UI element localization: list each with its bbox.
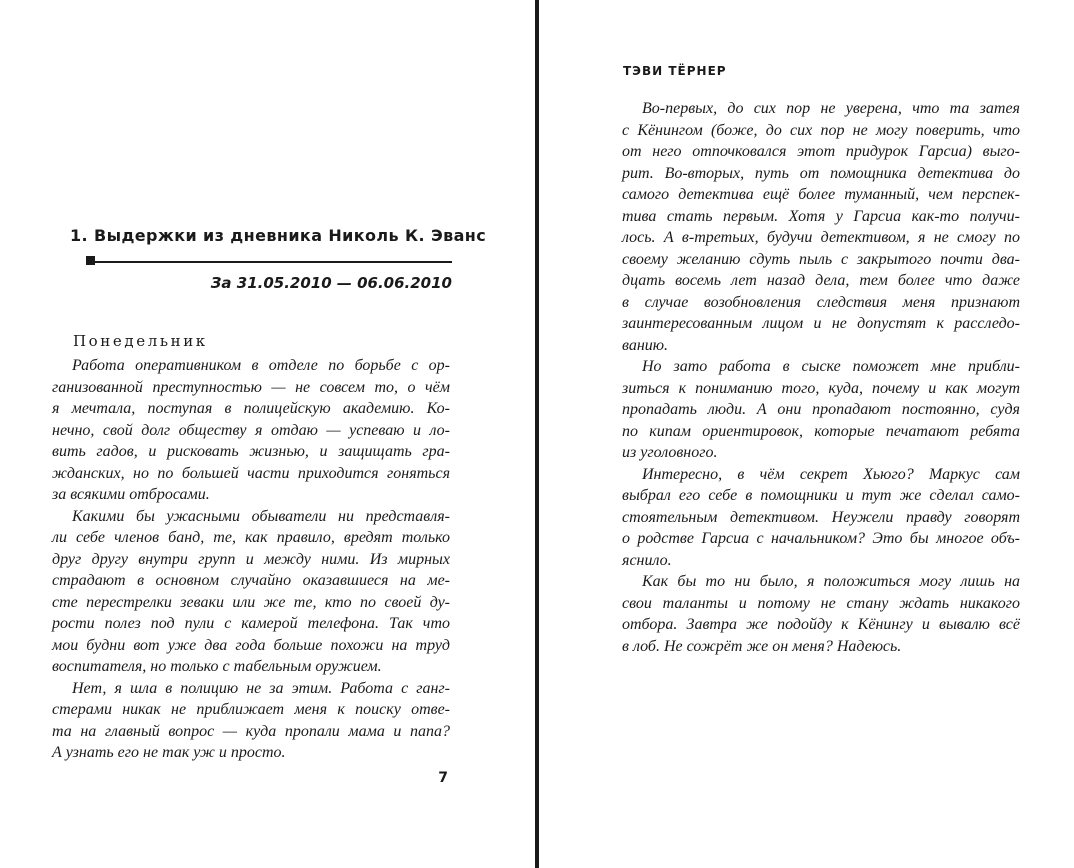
right-page	[539, 0, 1074, 868]
text-line: пропадать люди. А они пропадают постоянно, судя	[622, 401, 1020, 418]
text-line: тива стать первым. Хотя у Гарсиа как-то получи-	[622, 207, 1020, 225]
text-line: из уголовного.	[622, 444, 718, 461]
text-line: в лоб. Не сожрёт же он меня? Надеюсь.	[622, 637, 902, 655]
text-line: с Кёнингом (боже, до сих пор не могу поверить, что	[622, 121, 1020, 139]
text-line: та на главный вопрос — куда пропали мама и папа?	[52, 722, 450, 740]
left-page-body	[52, 355, 450, 764]
text-line: свои таланты и потому не стану ждать никакого	[622, 594, 1020, 612]
text-line: лось. А в-третьих, будучи детективом, я не смогу по	[622, 229, 1020, 246]
day-heading: Понедельник	[73, 332, 208, 350]
text-line: заинтересованным лицом и не допустят к расследо-	[622, 315, 1020, 332]
page-number: 7	[438, 770, 448, 786]
text-line: Какими бы ужасными обыватели ни представля-	[72, 507, 450, 525]
text-line: друг другу внутри групп и между ними. Из мирных	[52, 550, 450, 568]
text-line: стерами никак не приближает меня к поиску отве-	[52, 701, 450, 718]
left-page	[0, 0, 535, 868]
text-line: ли себе членов банд, те, как правило, вредят только	[52, 529, 450, 546]
text-line: зиться к пониманию того, куда, почему и как могут	[622, 379, 1020, 397]
text-line: своему желанию сдуть пыль с закрытого почти два-	[622, 250, 1020, 268]
text-line: по кипам ориентировок, которые печатают ребята	[622, 422, 1020, 440]
text-line: я мечтала, поступая в полицейскую академию. Ко-	[52, 400, 450, 417]
chapter-title: 1. Выдержки из дневника Николь К. Эванс	[70, 226, 487, 245]
text-line: мои будни вот уже два года больше похожи на труд	[52, 636, 450, 654]
text-line: вить гадов, и рисковать жизнью, и защищать гра-	[52, 443, 450, 460]
text-line: А узнать его не так уж и просто.	[52, 744, 286, 761]
text-line: нечно, свой долг обществу я отдаю — успеваю и ло-	[52, 421, 450, 439]
text-line: страдают в основном случайно оказавшиеся на ме-	[52, 572, 450, 589]
text-line: жданских, но по большей части приходится гоняться	[52, 464, 450, 482]
running-head: ТЭВИ ТЁРНЕР	[623, 64, 727, 78]
text-line: в случае возобновления следствия меня признают	[622, 293, 1020, 311]
text-line: ванию.	[622, 336, 669, 354]
text-line: Как бы то ни было, я положиться могу лишь на	[642, 573, 1020, 590]
text-line: рит. Во-вторых, путь от помощника детектива до	[622, 164, 1020, 182]
text-line: Работа оперативником в отделе по борьбе с ор-	[72, 357, 450, 374]
text-line: воспитателя, но только с табельным оружием.	[52, 658, 382, 675]
text-line: о родстве Гарсиа с начальником? Это бы многое объ-	[622, 530, 1020, 547]
text-line: от него отпочковался этот придурок Гарсиа) выго-	[622, 143, 1020, 160]
text-line: дцать восемь лет назад дела, тем более что даже	[622, 272, 1020, 289]
text-line: ганизованной преступностью — не совсем то, о чём	[52, 378, 450, 396]
text-line: Интересно, в чём секрет Хьюго? Маркус сам	[642, 465, 1020, 483]
text-line: самого детектива ещё более туманный, чем перспек-	[622, 186, 1020, 203]
text-line: Но зато работа в сыске поможет мне прибли-	[642, 358, 1020, 375]
right-page-body	[622, 98, 1020, 657]
date-range: За 31.05.2010 — 06.06.2010	[210, 274, 452, 292]
text-line: за всякими отбросами.	[52, 486, 210, 503]
text-line: рости полез под пули с камерой телефона. Так что	[52, 615, 450, 632]
text-line: сте перестрелки зеваки или же те, кто по своей ду-	[52, 593, 450, 611]
title-rule	[88, 261, 452, 263]
text-line: Нет, я шла в полицию не за этим. Работа с ганг-	[72, 679, 450, 697]
text-line: отбора. Завтра же подойду к Кёнингу и вывалю всё	[622, 616, 1020, 633]
text-line: стоятельным детективом. Неужели правду говорят	[622, 508, 1020, 526]
text-line: Во-первых, до сих пор не уверена, что та затея	[642, 100, 1020, 117]
text-line: выбрал его себе в помощники и тут же сделал само-	[622, 487, 1020, 504]
text-line: яснило.	[622, 551, 672, 569]
